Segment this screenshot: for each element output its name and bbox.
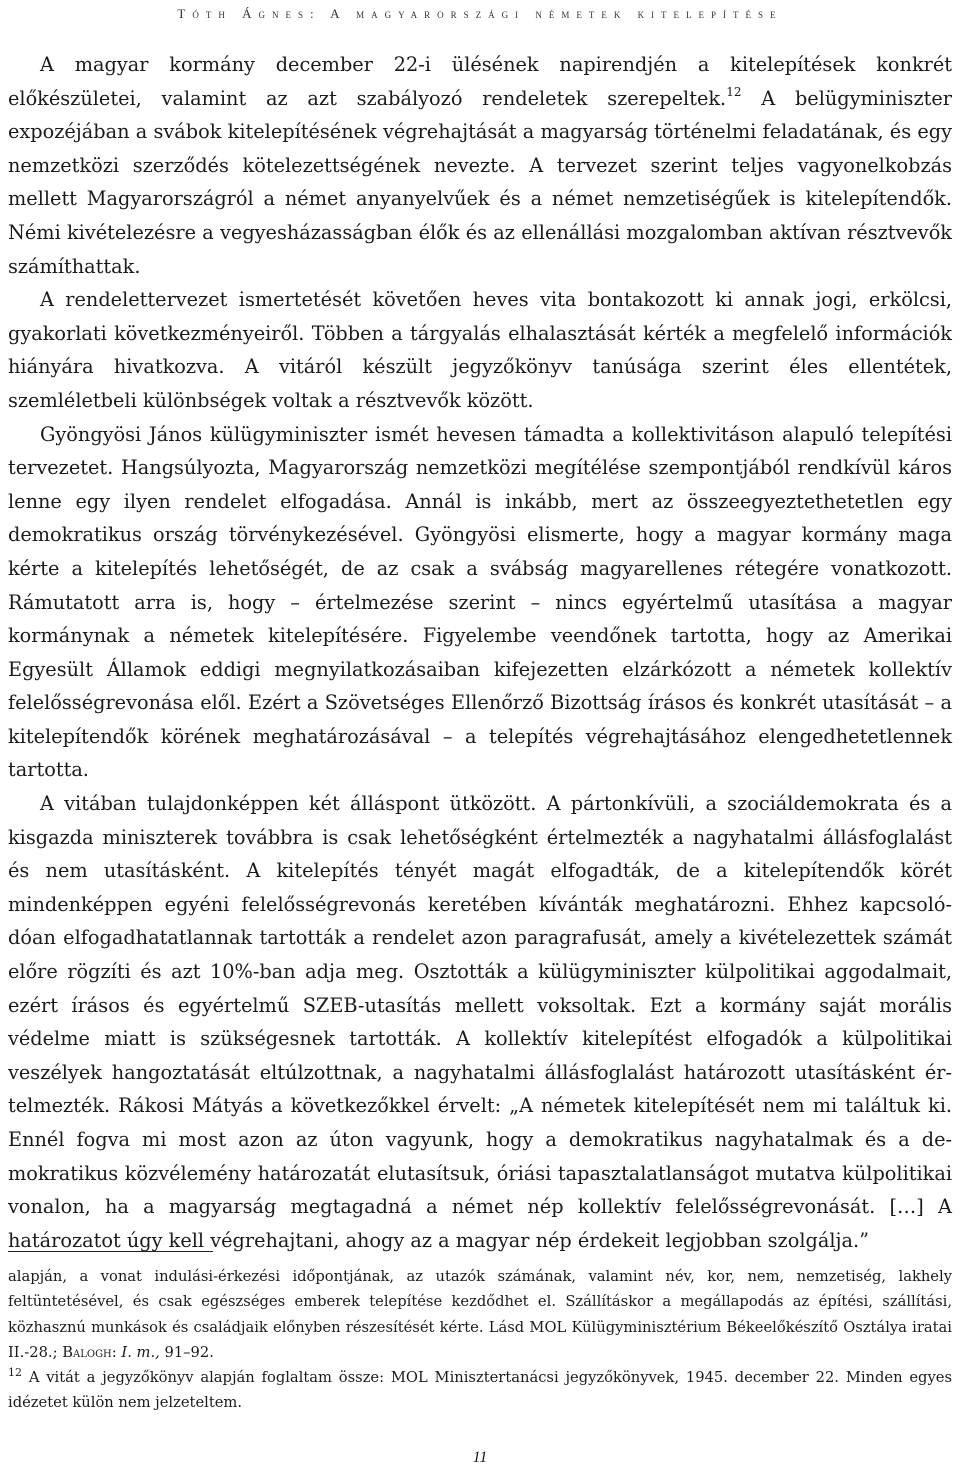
paragraph-1-text-a: A magyar kormány december 22-i ülésének napirendjén a kitelepítések konkrét előkészületei, valamint az azt szabályozó rendeletek szerepeltek. bbox=[8, 53, 952, 110]
footnote-12-text: A vitát a jegyzőkönyv alapján foglaltam össze: MOL Minisztertanácsi jegyzőkönyvek, 1945. december 22. Minden egyes idézetet külön nem jelzeteltem. bbox=[8, 1369, 952, 1412]
footnote-12 bbox=[8, 1365, 952, 1416]
paragraph-1-text-b: A belügyminiszter expozéjában a svábok kitelepítésének végrehajtását a magyarság történelmi feladatának, és egy nemzetközi szerződés kötelezettségének nevezte. A tervezet szerint teljes vagyonelkobzás mellett Magyarországról a német anyanyelvűek és a német nemzetiségűek is kitelepítendők. Némi kivételezésre a vegyesházasságban élők és az ellenállási mozgalomban aktívan résztvevők számíthattak. bbox=[8, 86, 952, 278]
footnotes bbox=[8, 1264, 952, 1416]
footnote-11-author: Balogh: bbox=[62, 1343, 117, 1361]
paragraph-4: A vitában tulajdonképpen két álláspont ütközött. A pártonkívüli, a szociáldemokrata és a kisgazda miniszterek továbbra is csak lehetőségként értelmezték a nagyhatalmi állásfoglalást és nem utasításként. A kitelepítés tényét magát elfogadták, de a kitelepítendők körét mindenképpen egyéni felelősségrevonás keretében kívánták meghatározni. Ehhez kapcsolódóan elfogadhatatlannak tartották a rendelet azon paragrafusát, amely a kivételezettek számát előre rögzíti és azt 10%-ban adja meg. Osztották a külügyminiszter külpolitikai aggodalmait, ezért írásos és egyértelmű SZEB-utasítás mellett voksoltak. Ezt a kormány saját morális védelme miatt is szükségesnek tartották. A kollektív kitelepítést elfogadók a külpolitikai veszélyek hangoztatását eltúlzottnak, a nagyhatalmi állásfoglalást határozott utasításként értelmezték. Rákosi Mátyás a következőkkel érvelt: „A németek kitelepítését nem mi találtuk ki. Ennél fogva mi most azon az úton vagyunk, hogy a demokratikus nagyhatalmak és a demokratikus közvélemény határozatát elutasítsuk, óriási tapasztalatlanságot mutatva külpolitikai vonalon, ha a magyarság megtagadná a német nép kollektív felelősségrevonását. […] A határozatot úgy kell végrehajtani, ahogy az a magyar nép érdekeit legjobban szolgálja.” bbox=[8, 792, 952, 1252]
footnote-11-pages: 91–92. bbox=[159, 1343, 214, 1361]
footnote-11-work: I. m., bbox=[121, 1343, 160, 1361]
footnote-11-continued bbox=[8, 1264, 952, 1365]
running-head: Tóth Ágnes: A magyarországi németek kitelepítése bbox=[177, 6, 783, 21]
paragraph-1 bbox=[8, 48, 952, 283]
footnote-ref-12[interactable]: 12 bbox=[726, 84, 742, 99]
footnote-rule bbox=[8, 1251, 213, 1252]
footnote-11-text: alapján, a vonat indulási-érkezési időpontjának, az utazók számának, valamint név, kor, nem, nemzetiség, lakhely feltüntetésével, és csak egészséges emberek telepítése kezdődhet el. Szállításkor a megállapodás az építési, szállítási, közhasznú munkások és családjaik előnyben részesítését kérte. Lásd MOL Külügyminisztérium Békeelőkészítő Osztálya iratai II.-28.; bbox=[8, 1268, 952, 1361]
page-number: 11 bbox=[472, 1449, 488, 1466]
body-text bbox=[8, 48, 952, 1257]
paragraph-2: A rendelettervezet ismertetését követően heves vita bontakozott ki annak jogi, erkölcsi, gyakorlati következményeiről. Többen a tárgyalás elhalasztását kérték a megfelelő információk hiányára hivatkozva. A vitáról készült jegyzőkönyv tanúsága szerint éles ellentétek, szemléletbeli különbségek voltak a résztvevők között. bbox=[8, 288, 952, 412]
paragraph-3: Gyöngyösi János külügyminiszter ismét hevesen támadta a kollektivitáson alapuló telepítési tervezetet. Hangsúlyozta, Magyarország nemzetközi megítélése szempontjából rendkívül káros lenne egy ilyen rendelet elfogadása. Annál is inkább, mert az összeegyeztethetetlen egy demokratikus ország törvénykezésével. Gyöngyösi elismerte, hogy a magyar kormány maga kérte a kitelepítés lehetőségét, de az csak a svábság magyarellenes rétegére vonatkozott. Rámutatott arra is, hogy – értelmezése szerint – nincs egyértelmű utasítása a magyar kormánynak a németek kitelepítésére. Figyelembe veendőnek tartotta, hogy az Amerikai Egyesült Államok eddigi megnyilatkozásaiban kifejezetten elzárkózott a németek kollektív felelősségrevonása elől. Ezért a Szövetséges Ellenőrző Bizottság írásos és konkrét utasítását – a kitelepítendők körének meghatározásával – a telepítés végrehajtásához elengedhetetlennek tartotta. bbox=[8, 422, 952, 782]
footnote-12-number: 12 bbox=[8, 1366, 22, 1380]
